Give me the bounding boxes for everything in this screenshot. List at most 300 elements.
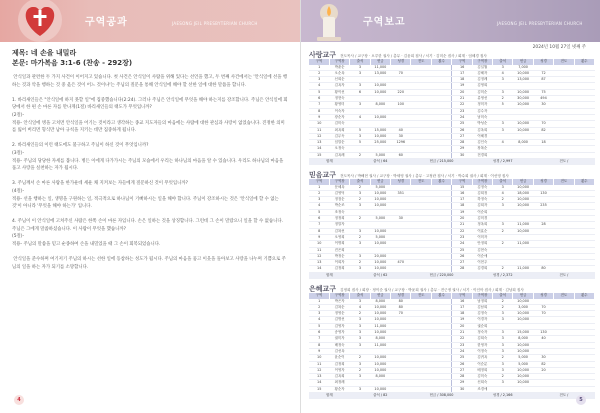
table-cell: 11,000 [370,65,390,71]
table-cell: 이순애 [472,253,492,259]
table-cell: 2 [350,355,370,361]
table-cell: 10,000 [370,190,390,196]
table-cell: 18 [452,311,472,317]
table-cell: 10,000 [370,203,390,209]
total-cell: 성경 / 2,997 [472,159,533,165]
table-cell: 19 [452,209,472,215]
table-cell: 김미숙 [329,121,349,127]
table-cell: 이순분 [472,361,492,367]
table-cell: 15 [309,386,329,392]
table-cell: 13 [309,374,329,380]
table-cell: 5 [309,89,329,95]
table-cell: 21 [452,96,472,102]
table-cell: 72 [533,70,553,76]
table-cell: 김미숙 [472,374,492,380]
table-cell: 2 [493,304,513,310]
table-cell: 3 [350,374,370,380]
table-cell: 2 [493,374,513,380]
table-cell: 장순자 [329,114,349,120]
table-cell: 정현숙 [329,96,349,102]
column-header: 구역 [452,179,472,185]
column-header: 횟수 [431,293,451,299]
table-cell: 김정숙 [472,311,492,317]
table-cell: 30 [533,355,553,361]
table-cell: 김명선 [329,317,349,323]
table-cell: 10,000 [370,260,390,266]
table-cell: 10,000 [513,185,533,191]
sermon-body: 안식일과 관련한 두 가지 사건이 이어지고 있습니다. 첫 사건은 안식일이 사람을 위해 있다는 선언을 했고, 두 번째 사건에서는 '안식일에 선을 행하는 것과 악을 행하는 것 중 옳은 것이 어느 것이냐'는 주님의 질문을 통해 안식일에 해야 할 선한 일에 대한 말씀을 합니다. 1. 바리새인들은 "안식일에 하지 못할 일"에 집중했습니다(2:24). 그러나 주님은 안식일에 무엇을 해야 하는지를 강조합니다. 주님은 안식일에 회당에서 한 편 손 마른 자를 만나게(1절) 바리새인들의 태도가 무엇입니까? (2절)- 적용- 안식일에 병을 고치면 안식일을 어기는 것이라고 생각하는 종교 지도자들의 마음에는 사람에 대한 관심과 사랑이 없었습니다. 진정한 의미를 잃어 버리면 형식만 남아 규칙을 지키는 데만 집중하게 됩니다. 2. 바리새인들의 이런 태도에도 불구하고 주님이 하신 것이 무엇입니까? (3절)- 적용- 주님의 당당한 자세를 봅니다. 병든 이에게 다가가시는 주님의 모습에서 우리는 하나님의 마음을 알 수 있습니다. 우리도 하나님의 마음을 품고 사랑을 실천하는 자가 됩시다. 3. 주님께서 손 마른 사람을 한가운데 세운 채 지켜보는 자들에게 질문하신 것이 무엇입니까? (4절)- 적용- 선을 행하는 일, 생명을 구원하는 일, 적극적으로 하나님이 기뻐하시는 일을 해야 합니다. 주님이 강조하시는 것은 '안식일에 할 수 없는 것'이 아니라 '무엇을 해야 하는가' 입니다. 4. 주님이 이 안식일에 고쳐주신 사람은 한쪽 손이 마른 자입니다. 손은 일하는 것을 상징합니다. 그런데 그 손이 말랐으니 일을 할 수 없습니다. 주님은 그에게 말씀하셨습니다. 이 사람이 무엇을 했습니까? (5절)- 적용- 주님의 말씀을 믿고 순종하여 손을 내밀었을 때 그 손이 회복되었습니다. 안식일을 준수하며 여기저기 주님의 하시는 선한 일에 동참하는 성도가 됩시다. 주님의 마음을 품고 이웃을 돌아보고 사랑을 나누며 기쁨으로 주님의 일을 하는 자가 되기를 소망합니다. [12,75,288,270]
table-cell: 황영미 [329,102,349,108]
column-header: 구역장 [472,59,492,65]
table-cell: 18,000 [513,190,533,196]
table-cell: 10,000 [370,367,390,373]
table-cell: 김옥례 [329,152,349,158]
column-header: 성경 [533,179,553,185]
table-cell: 3 [350,317,370,323]
table-cell: 2 [350,260,370,266]
table-cell: 5 [350,140,370,146]
column-header: 횟수 [574,59,594,65]
table-cell: 오순옥 [329,70,349,76]
table-cell: 김정희 [329,266,349,272]
column-header: 출석 [350,293,370,299]
table-cell: 8,000 [370,102,390,108]
column-header: 구역장 [472,179,492,185]
table-cell: 10,000 [513,127,533,133]
table-cell: 2 [493,96,513,102]
table-cell: 14 [309,380,329,386]
table-cell: 정영순 [329,311,349,317]
table-cell: 235 [533,203,553,209]
table-cell: 13,000 [513,77,533,83]
table-cell: 1 [309,65,329,71]
table-cell: 이혜경 [472,133,492,139]
table-cell: 박성순 [472,121,492,127]
page-number: 5 [576,395,586,405]
table-cell: 8,000 [513,140,533,146]
table-cell: 20 [452,216,472,222]
total-cell: 헌금 / 308,000 [411,393,472,399]
table-cell: 3 [350,342,370,348]
table-cell: 5,000 [370,216,390,222]
total-cell: 출석 / 64 [350,159,411,165]
table-cell: 8,000 [370,336,390,342]
table-cell: 7 [309,102,329,108]
table-cell: 3 [493,185,513,191]
district-section-love [309,50,595,165]
table-cell: 3 [309,77,329,83]
table-cell: 30 [452,386,472,392]
table-cell: 10,000 [370,133,390,139]
table-cell: 12 [309,133,329,139]
table-cell: 18 [533,140,553,146]
table-cell: 40 [391,127,411,133]
table-cell: 9 [309,114,329,120]
table-cell: 25 [452,355,472,361]
table-cell: 87 [533,77,553,83]
table-cell: 23 [452,108,472,114]
table-cell: 24 [452,348,472,354]
column-header: 전도 [554,179,574,185]
table-cell: 4 [493,190,513,196]
table-cell: 10,000 [513,70,533,76]
table-cell: 5 [309,323,329,329]
table-cell: 3 [350,361,370,367]
table-cell: 김선옥 [329,348,349,354]
table-cell: 김정숙 [472,185,492,191]
total-cell: 전도 / [533,393,594,399]
total-cell: 합계 [309,272,350,278]
table-cell: 2 [309,190,329,196]
candle-icon [309,3,349,41]
table-cell: 351 [391,190,411,196]
table-cell: 3 [493,317,513,323]
table-cell: 3 [309,311,329,317]
table-cell: 14 [309,146,329,152]
table-cell: 10,000 [513,348,533,354]
table-cell: 김현숙 [472,247,492,253]
table-cell: 22 [452,102,472,108]
report-date: 2024년 10월 27일 넷째 주 [532,45,586,50]
table-cell: 3 [493,380,513,386]
table-cell: 19 [452,83,472,89]
table-cell: 20 [452,89,472,95]
table-cell: 29 [452,146,472,152]
table-cell: 2 [350,234,370,240]
total-cell: 헌금 / 215,000 [411,159,472,165]
table-cell: 3 [350,330,370,336]
table-cell: 3 [493,311,513,317]
table-cell: 7,000 [513,65,533,71]
table-cell: 10,000 [370,386,390,392]
district-section-grace [309,284,595,399]
table-cell: 10,000 [513,121,533,127]
table-cell: 신희숙 [472,380,492,386]
column-header: 헌금 [370,59,390,65]
column-header: 출석 [493,293,513,299]
table-cell: 24 [452,114,472,120]
table-cell: 27 [452,260,472,266]
table-cell: 박춘순 [329,65,349,71]
table-cell: 김혜자 [472,70,492,76]
table-cell: 3 [493,361,513,367]
table-cell: 10,000 [513,367,533,373]
table-cell: 3 [493,203,513,209]
column-header: 구역장 [329,179,349,185]
table-cell: 윤순이 [329,355,349,361]
table-cell: 조정숙 [329,209,349,215]
table-cell: 11 [309,247,329,253]
table-cell: 22 [452,336,472,342]
table-cell: 김일월 [472,65,492,71]
table-cell: 4 [309,83,329,89]
table-cell: 10,000 [513,342,533,348]
column-header: 헌금 [513,59,533,65]
table-cell: 11,000 [513,241,533,247]
table-cell: 14 [309,266,329,272]
table-cell: 3 [493,330,513,336]
table-cell: 30 [533,102,553,108]
banner-subtitle: JAESONG JEIL PRESBYTERIAN CHURCH [172,21,258,26]
table-cell: 70 [533,311,553,317]
total-cell: 합계 [309,393,350,399]
table-cell: 10,000 [370,355,390,361]
table-cell: 김영자 [329,323,349,329]
column-header: 성경 [391,293,411,299]
table-cell: 8,000 [370,374,390,380]
table-cell: 3 [493,342,513,348]
total-cell: 전도 / [533,272,594,278]
table-cell: 이희자 [329,260,349,266]
column-header: 구역장 [329,293,349,299]
table-cell: 김수자 [472,108,492,114]
table-cell: 문혜옥 [329,185,349,191]
table-cell: 황순자 [329,386,349,392]
table-cell: 1 [309,299,329,305]
table-cell: 16 [452,190,472,196]
table-cell: 5 [309,209,329,215]
table-cell: 이효순 [472,228,492,234]
table-cell: 이미자 [472,234,492,240]
table-cell: 김옥자 [329,83,349,89]
table-cell: 김경희 [472,266,492,272]
table-cell: 60 [391,152,411,158]
table-cell: 3 [350,190,370,196]
column-header: 헌금 [370,179,390,185]
table-cell: 27 [452,367,472,373]
column-header: 출석 [350,59,370,65]
table-cell: 30 [391,216,411,222]
table-cell: 10 [309,241,329,247]
table-cell: 8 [309,108,329,114]
table-cell: 28 [452,140,472,146]
table-cell: 6 [309,330,329,336]
table-cell: 15,000 [513,330,533,336]
table-cell: 김희숙 [472,336,492,342]
table-cell: 2 [309,304,329,310]
column-header: 횟수 [431,59,451,65]
table-cell: 이숙자 [329,108,349,114]
table-cell: 김무득 [329,133,349,139]
table-cell: 이명희 [329,241,349,247]
table-cell: 3 [350,70,370,76]
table-cell: 3 [493,65,513,71]
total-row [309,272,595,278]
total-row [309,393,595,399]
table-cell: 2 [493,228,513,234]
table-cell: 75 [533,89,553,95]
table-cell: 조경애 [472,386,492,392]
table-cell: 10,000 [370,330,390,336]
table-cell: 송영자 [329,330,349,336]
table-cell: 김귀옥 [472,355,492,361]
table-cell: 10,000 [513,89,533,95]
table-cell: 이순희 [472,209,492,215]
table-cell: 2 [493,355,513,361]
table-cell: 30 [452,152,472,158]
table-cell: 3 [350,336,370,342]
table-cell: 17 [452,197,472,203]
table-cell: 28 [452,374,472,380]
table-cell: 8,000 [370,299,390,305]
table-cell: 1 [309,185,329,191]
table-cell: 정숙자 [472,330,492,336]
table-cell: 4 [350,304,370,310]
table-cell: 배정희 [472,367,492,373]
table-cell: 11 [309,361,329,367]
table-cell: 김희자 [472,203,492,209]
table-cell: 20 [533,367,553,373]
table-cell: 3 [493,77,513,83]
table-cell: 130 [533,190,553,196]
table-cell: 5 [350,127,370,133]
total-cell: 헌금 / 220,000 [411,272,472,278]
table-cell: 17 [452,70,472,76]
table-cell: 13 [309,260,329,266]
table-cell: 3 [350,65,370,71]
table-cell: 10,000 [370,266,390,272]
column-header: 성경 [533,59,553,65]
table-cell: 18 [452,203,472,209]
table-cell: 7 [309,336,329,342]
table-cell: 100 [391,102,411,108]
table-cell: 10,000 [513,311,533,317]
table-cell: 5,000 [513,361,533,367]
column-header: 구역 [309,179,329,185]
table-cell: 김복선 [329,228,349,234]
right-banner [301,0,600,42]
table-cell: 21 [452,330,472,336]
table-cell: 임말순 [329,140,349,146]
table-cell: 1296 [391,140,411,146]
total-cell: 합계 [309,159,350,165]
column-header: 횟수 [431,179,451,185]
table-cell: 5,000 [513,355,533,361]
column-header: 구역 [309,293,329,299]
table-cell: 25,000 [370,140,390,146]
table-cell: 18 [452,77,472,83]
table-cell: 3 [350,83,370,89]
table-cell: 8,000 [513,336,533,342]
table-cell: 김미경 [472,216,492,222]
table-cell: 정미자 [472,102,492,108]
table-cell: 정옥희 [472,222,492,228]
column-header: 구역장 [472,293,492,299]
table-cell: 진은희 [329,247,349,253]
column-header: 헌금 [513,293,533,299]
column-header: 성경 [533,293,553,299]
table-cell: 3 [350,386,370,392]
table-cell: 10,000 [513,102,533,108]
table-cell: 9 [309,348,329,354]
table-cell: 7 [309,222,329,228]
table-cell: 이경자 [472,317,492,323]
table-cell: 10,000 [370,114,390,120]
table-cell: 30 [391,133,411,139]
table-cell: 10,000 [513,374,533,380]
table-cell: 정점순 [329,197,349,203]
table-cell: 23 [452,342,472,348]
table-cell: 3 [350,203,370,209]
table-cell: 3,000 [513,304,533,310]
table-cell: 3 [493,121,513,127]
table-cell: 2 [350,216,370,222]
table-cell: 10,000 [513,317,533,323]
table-cell: 26 [452,127,472,133]
column-header: 출석 [350,179,370,185]
table-cell: 12 [309,253,329,259]
column-header: 헌금 [370,293,390,299]
table-cell: 2 [309,70,329,76]
table-cell: 23 [452,234,472,240]
total-cell: 전도 / [533,159,594,165]
table-cell: 2 [350,152,370,158]
table-cell: 4 [493,140,513,146]
section-staff: 전도목사 / 교구장 · 오루한 권사 / 총무 · 김윤희 집사 / 서기 · 김미순 집사 / 회계 · 엄혜경 집사 [340,54,487,58]
table-cell: 28 [533,222,553,228]
table-cell: 10,000 [370,304,390,310]
table-cell: 470 [391,260,411,266]
section-header [309,284,595,293]
section-staff: 김정희 집사 / 회장 · 정이순 권사 / 교구장 · 박윤희 권사 / 총무 · 전근정 권사 / 서기 · 이인아 집사 / 회계 · 김남희 집사 [340,288,524,292]
table-cell: 2 [493,299,513,305]
table-cell: 김미순 [472,89,492,95]
table-cell: 3 [350,253,370,259]
table-cell: 10,000 [370,317,390,323]
section-name: 믿음교구 [309,171,337,179]
table-cell: 27 [452,133,472,139]
table-cell: 김인숙 [472,140,492,146]
table-cell: 6 [309,96,329,102]
table-cell: 3 [350,228,370,234]
banner-title: 구역보고 [363,17,406,28]
column-header: 횟수 [574,179,594,185]
table-cell: 70 [533,304,553,310]
table-cell: 2 [350,197,370,203]
table-cell: 남정희 [472,299,492,305]
table-cell: 이영자 [329,367,349,373]
table-cell: 6 [309,216,329,222]
table-cell: 26 [452,361,472,367]
table-cell: 70 [391,311,411,317]
table-cell: 김정희 [329,361,349,367]
table-cell: 4 [350,114,370,120]
table-cell: 장복순 [472,146,492,152]
table-cell: 김옥희 [329,374,349,380]
table-cell: 김영덕 [329,190,349,196]
table-cell: 10,000 [370,361,390,367]
table-cell: 3 [493,367,513,373]
table-cell: 3 [493,89,513,95]
table-cell: 4 [493,70,513,76]
table-cell: 12 [309,367,329,373]
table-cell: 10 [309,121,329,127]
table-cell: 21 [452,222,472,228]
table-cell: 80 [391,299,411,305]
section-header [309,50,595,59]
column-header: 구역 [309,59,329,65]
banner-title: 구역공과 [85,17,128,28]
table-cell: 이정숙 [472,348,492,354]
table-cell: 3 [309,197,329,203]
report-table [309,293,595,399]
table-cell: 25 [452,121,472,127]
table-cell: 남미숙 [472,114,492,120]
table-cell: 3 [350,241,370,247]
table-cell: 박순조 [329,203,349,209]
table-cell: 10,000 [370,228,390,234]
table-cell: 15,000 [370,127,390,133]
